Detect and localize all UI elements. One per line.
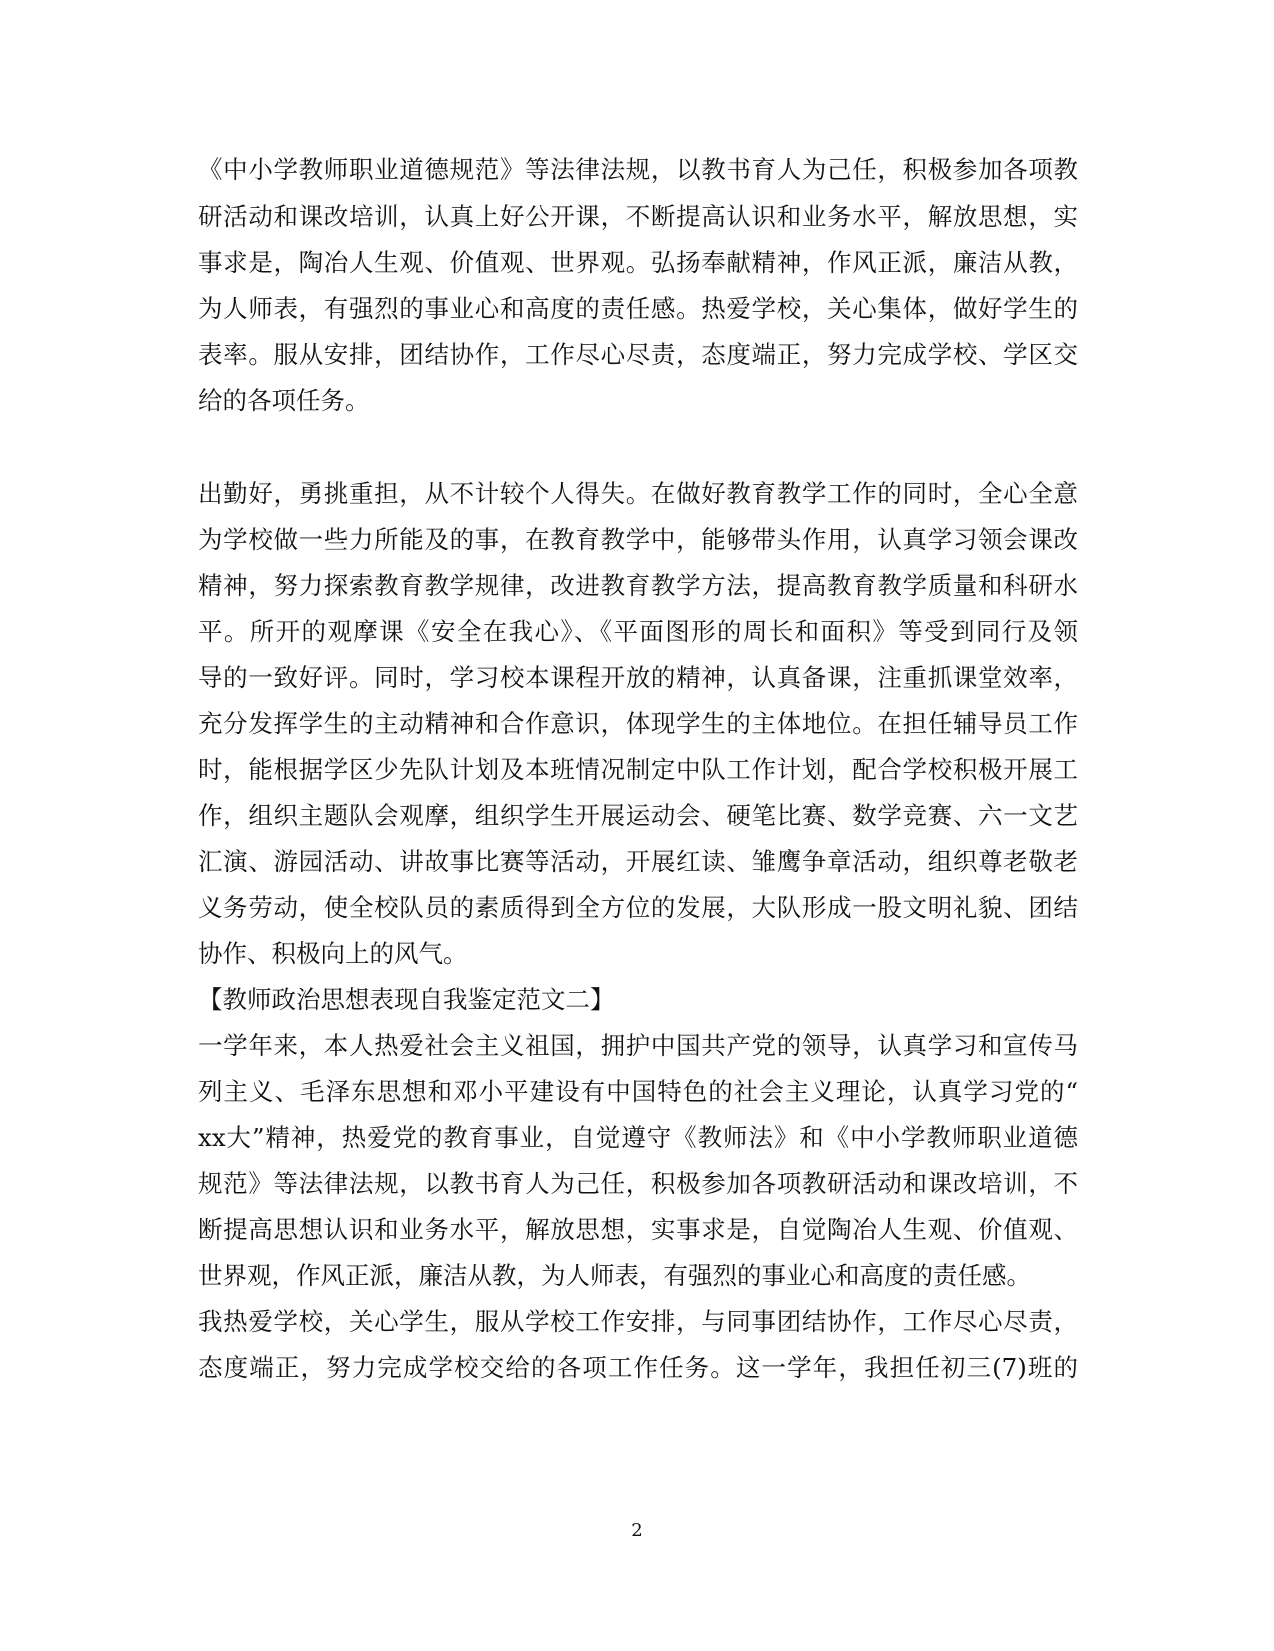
body-text-line: 汇演、游园活动、讲故事比赛等活动，开展红读、雏鹰争章活动，组织尊老敬老 <box>198 847 1078 876</box>
body-text-line: 我热爱学校，关心学生，服从学校工作安排，与同事团结协作，工作尽心尽责， <box>198 1307 1078 1336</box>
body-text-line: 充分发挥学生的主动精神和合作意识，体现学生的主体地位。在担任辅导员工作 <box>198 709 1078 738</box>
body-text-line: 协作、积极向上的风气。 <box>198 939 468 968</box>
body-text-line: 规范》等法律法规，以教书育人为己任，积极参加各项教研活动和课改培训，不 <box>198 1169 1078 1198</box>
page-number: 2 <box>631 1520 643 1541</box>
body-text-line: 为人师表，有强烈的事业心和高度的责任感。热爱学校，关心集体，做好学生的 <box>198 294 1078 323</box>
body-text-line: 事求是，陶冶人生观、价值观、世界观。弘扬奉献精神，作风正派，廉洁从教， <box>198 248 1078 277</box>
body-text-line: 列主义、毛泽东思想和邓小平建设有中国特色的社会主义理论，认真学习党的“ <box>198 1077 1078 1106</box>
section-heading: 【教师政治思想表现自我鉴定范文二】 <box>198 985 615 1014</box>
body-text-line: 《中小学教师职业道德规范》等法律法规，以教书育人为己任，积极参加各项教 <box>198 155 1078 184</box>
body-text-line: 作，组织主题队会观摩，组织学生开展运动会、硬笔比赛、数学竞赛、六一文艺 <box>198 801 1078 830</box>
body-text-line: 一学年来，本人热爱社会主义祖国，拥护中国共产党的领导，认真学习和宣传马 <box>198 1031 1078 1060</box>
body-text-line: 给的各项任务。 <box>198 386 370 415</box>
body-text-line: 世界观，作风正派，廉洁从教，为人师表，有强烈的事业心和高度的责任感。 <box>198 1261 1031 1290</box>
body-text-line: 平。所开的观摩课《安全在我心》、《平面图形的周长和面积》等受到同行及领 <box>198 617 1078 646</box>
body-text-line: 为学校做一些力所能及的事，在教育教学中，能够带头作用，认真学习领会课改 <box>198 525 1078 554</box>
body-text-line: 表率。服从安排，团结协作，工作尽心尽责，态度端正，努力完成学校、学区交 <box>198 340 1078 369</box>
body-text-line: 出勤好，勇挑重担，从不计较个人得失。在做好教育教学工作的同时，全心全意 <box>198 479 1078 508</box>
body-text-line: 时，能根据学区少先队计划及本班情况制定中队工作计划，配合学校积极开展工 <box>198 755 1078 784</box>
body-text-line: 导的一致好评。同时，学习校本课程开放的精神，认真备课，注重抓课堂效率， <box>198 663 1078 692</box>
body-text-line: 态度端正，努力完成学校交给的各项工作任务。这一学年，我担任初三(7)班的 <box>198 1353 1078 1382</box>
body-text-line: 精神，努力探索教育教学规律，改进教育教学方法，提高教育教学质量和科研水 <box>198 571 1078 600</box>
body-text-line: xx大”精神，热爱党的教育事业，自觉遵守《教师法》和《中小学教师职业道德 <box>198 1123 1078 1152</box>
body-text-line: 义务劳动，使全校队员的素质得到全方位的发展，大队形成一股文明礼貌、团结 <box>198 893 1078 922</box>
body-text-line: 断提高思想认识和业务水平，解放思想，实事求是，自觉陶冶人生观、价值观、 <box>198 1215 1078 1244</box>
body-text-line: 研活动和课改培训，认真上好公开课，不断提高认识和业务水平，解放思想，实 <box>198 202 1078 231</box>
